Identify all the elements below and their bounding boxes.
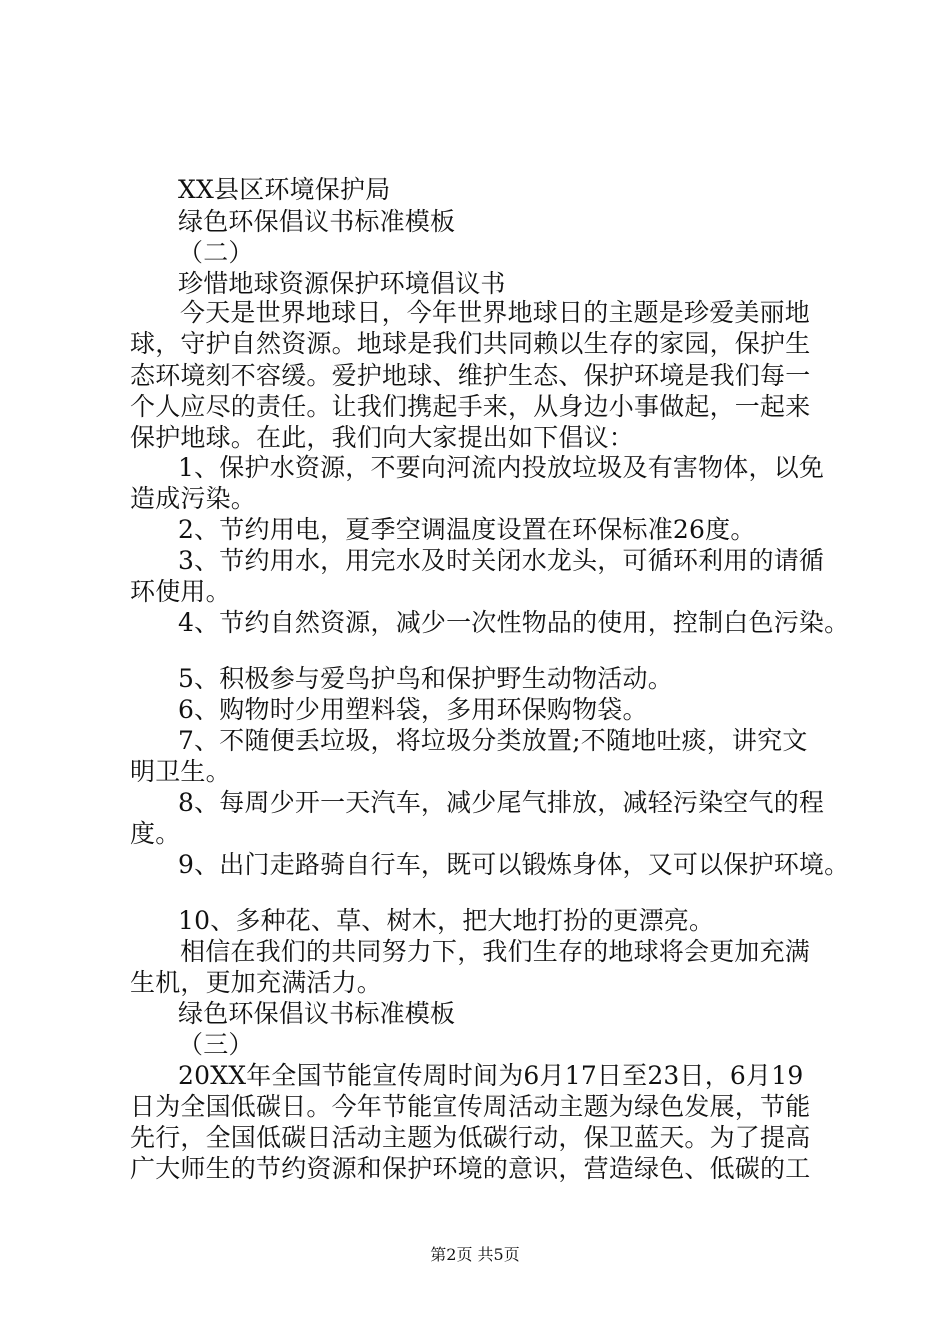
text-line: 日为全国低碳日。今年节能宣传周活动主题为绿色发展，节能 <box>130 1092 811 1121</box>
text-line: 保护地球。在此，我们向大家提出如下倡议： <box>130 423 635 452</box>
text-line: 5、积极参与爱鸟护鸟和保护野生动物活动。 <box>178 664 673 693</box>
text-line: 20XX年全国节能宣传周时间为6月17日至23日，6月19 <box>178 1061 804 1090</box>
text-line: 4、节约自然资源，减少一次性物品的使用，控制白色污染。 <box>178 608 850 637</box>
text-line: 绿色环保倡议书标准模板 <box>178 207 456 236</box>
text-line: 1、保护水资源，不要向河流内投放垃圾及有害物体，以免 <box>178 453 825 482</box>
text-line: 环使用。 <box>130 577 231 606</box>
text-line: 2、节约用电，夏季空调温度设置在环保标准26度。 <box>178 515 756 544</box>
text-line: 3、节约用水，用完水及时关闭水龙头，可循环利用的请循 <box>178 546 825 575</box>
text-line: （三） <box>178 1030 254 1059</box>
text-line: 广大师生的节约资源和保护环境的意识，营造绿色、低碳的工 <box>130 1154 811 1183</box>
text-line: 造成污染。 <box>130 484 257 513</box>
text-line: 8、每周少开一天汽车，减少尾气排放，减轻污染空气的程 <box>178 788 825 817</box>
text-line: 明卫生。 <box>130 757 231 786</box>
text-line: （二） <box>178 238 254 267</box>
text-line: 先行，全国低碳日活动主题为低碳行动，保卫蓝天。为了提高 <box>130 1123 811 1152</box>
text-line: 度。 <box>130 819 181 848</box>
text-line: 绿色环保倡议书标准模板 <box>178 999 456 1028</box>
text-line: 6、购物时少用塑料袋，多用环保购物袋。 <box>178 695 648 724</box>
text-line: 态环境刻不容缓。爱护地球、维护生态、保护环境是我们每一 <box>130 361 811 390</box>
page-number-footer: 第2页 共5页 <box>430 1245 520 1264</box>
text-line: 球，守护自然资源。地球是我们共同赖以生存的家园，保护生 <box>130 329 811 358</box>
text-line: XX县区环境保护局 <box>178 175 391 204</box>
text-line: 7、不随便丢垃圾，将垃圾分类放置;不随地吐痰，讲究文 <box>178 726 808 755</box>
text-line: 生机，更加充满活力。 <box>130 968 383 997</box>
text-line: 个人应尽的责任。让我们携起手来，从身边小事做起，一起来 <box>130 392 811 421</box>
text-line: 10、多种花、草、树木，把大地打扮的更漂亮。 <box>178 906 715 935</box>
text-line: 今天是世界地球日，今年世界地球日的主题是珍爱美丽地 <box>180 298 811 327</box>
text-line: 9、出门走路骑自行车，既可以锻炼身体，又可以保护环境。 <box>178 850 850 879</box>
text-line: 相信在我们的共同努力下，我们生存的地球将会更加充满 <box>180 937 811 966</box>
text-line: 珍惜地球资源保护环境倡议书 <box>178 269 506 298</box>
